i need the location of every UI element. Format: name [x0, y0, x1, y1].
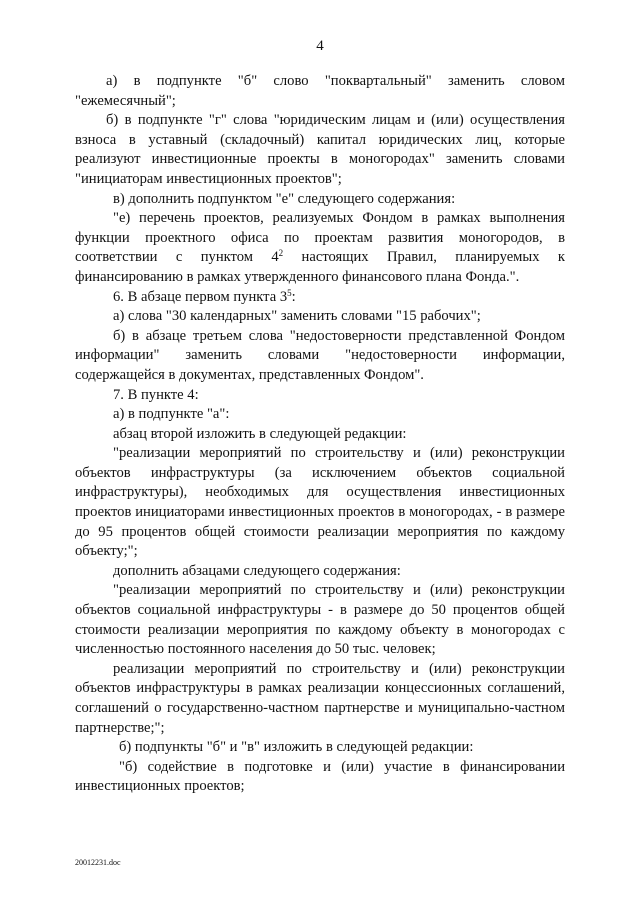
paragraph: реализации мероприятий по строительству и (или) реконструкции объектов инфраструктуры в рамках реализации концессионных соглашений, соглашений о государственно-частном партнерстве и муниципально-частном партнерстве;"; [75, 660, 565, 736]
document-filename: 20012231.doc [75, 858, 121, 867]
paragraph: "реализации мероприятий по строительству и (или) реконструкции объектов социальной инфраструктуры - в размере до 50 процентов общей стоимости реализации мероприятия по каждому объекту в моногородах с численностью постоянного населения до 50 тыс. человек; [75, 582, 565, 658]
paragraph: а) в подпункте "б" слово "поквартальный" заменить словом "ежемесячный"; [75, 73, 565, 109]
paragraph: в) дополнить подпунктом "е" следующего содержания: [113, 190, 456, 207]
paragraph: а) в подпункте "а": [113, 406, 230, 423]
paragraph: "б) содействие в подготовке и (или) участие в финансировании инвестиционных проектов; [75, 758, 565, 795]
paragraph: "е) перечень проектов, реализуемых Фондом в рамках выполнения функции проектного офиса по проектам развития моногородов, в соответствии с пунктом $4^2$ настоящих Правил, планируемых к финансированию в рамках утвержденного финансового плана Фонда.". [75, 210, 566, 285]
paragraph: б) в подпункте "г" слова "юридическим лицам и (или) осуществления взноса в уставный (складочный) капитал юридических лиц, которые реализуют инвестиционные проекты в моногородах" заменить словами "инициаторам инвестиционных проектов"; [75, 112, 565, 187]
paragraph: б) в абзаце третьем слова "недостоверности представленной Фондом информации" заменить словами "недостоверности информации, содержащейся в документах, представленных Фондом". [75, 327, 565, 383]
paragraph: абзац второй изложить в следующей редакции: [113, 425, 407, 442]
paragraph: а) слова "30 календарных" заменить словами "15 рабочих"; [113, 308, 481, 325]
paragraph: 7. В пункте 4: [113, 386, 199, 403]
superscript: 2 [278, 248, 284, 259]
paragraph: б) подпункты "б" и "в" изложить в следующей редакции: [119, 739, 474, 756]
paragraph: дополнить абзацами следующего содержания: [113, 562, 401, 579]
page-number: 4 [316, 38, 324, 54]
paragraph: "реализации мероприятий по строительству и (или) реконструкции объектов инфраструктуры (за исключением объектов социальной инфраструктуры), необходимых для осуществления инвестиционных проектов инициаторами инвестиционных проектов в моногородах, - в размере до 95 процентов общей стоимости реализации мероприятия по каждому объекту;"; [75, 445, 565, 560]
document-body [75, 72, 565, 797]
paragraph: 6. В абзаце первом пункта $3^5$: [113, 287, 296, 305]
superscript: 5 [287, 287, 292, 298]
